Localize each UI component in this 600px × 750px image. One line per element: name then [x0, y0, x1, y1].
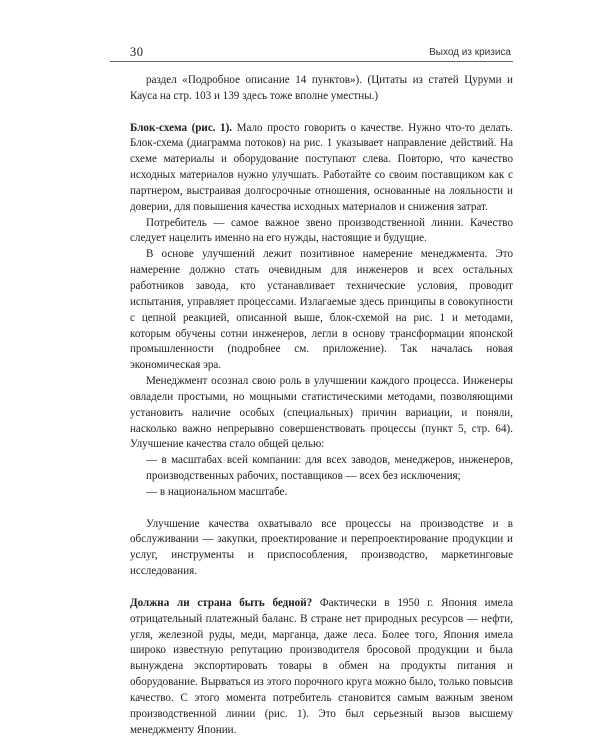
body-text: [130, 73, 513, 738]
list-item-national: — в национальном масштабе.: [146, 485, 288, 498]
header-rule: [110, 61, 513, 62]
page-number: 30: [130, 45, 144, 59]
paragraph-heading-flowchart: Блок-схема (рис. 1).: [130, 121, 233, 134]
paragraph-management-intent: В основе улучшений лежит позитивное намерение менеджмента. Это намерение должно стать очевидным для инженеров и всех остальных работников завода, кто устанавливает технические условия, проводит испытания, управляет процессами. Излагаемые здесь принципы в совокупности с цепной реакцией, описанной выше, блок-схемой на рис. 1 и методами, которым обучены сотни инженеров, легли в основу трансформации японской промышленности (подробнее см. приложение). Так началась новая экономическая эра.: [130, 248, 513, 372]
paragraph-management-role: Менеджмент осознал свою роль в улучшении каждого процесса. Инженеры овладели простыми, но мощными статистическими методами, позволяющими установить наличие особых (специальных) причин вариации, и поняли, насколько важно непрерывно совершенствовать процессы (пункт 5, стр. 64). Улучшение качества стало общей целью:: [130, 375, 513, 451]
paragraph-poor-country-text: Фактически в 1950 г. Япония имела отрицательный платежный баланс. В стране нет природных ресурсов — нефти, угля, железной руды, меди, марганца, даже леса. Более того, Япония имела широко известную репутацию производителя бросовой продукции и была вынуждена экспортировать товары в обмен на продукты питания и оборудование. Вырваться из этого порочного круга можно было, только повысив качество. С этого момента потребитель становится самым важным звеном производственной линии (рис. 1). Это был серьезный вызов высшему менеджменту Японии.: [130, 596, 513, 736]
paragraph-consumer: Потребитель — самое важное звено производственной линии. Качество следует нацелить именно на его нужды, настоящие и будущие.: [130, 216, 513, 245]
paragraph-continuation: раздел «Подробное описание 14 пунктов»). (Цитаты из статей Цуруми и Кауса на стр. 103 и 139 здесь тоже вполне уместны.): [130, 74, 513, 102]
page-header: [110, 44, 513, 64]
list-item-company: — в масштабах всей компании: для всех заводов, менеджеров, инженеров, производственных рабочих, поставщиков — всех без исключения;: [146, 454, 513, 483]
paragraph-quality-scope: Улучшение качества охватывало все процессы на производстве и в обслуживании — закупки, проектирование и перепроектирование продукции и услуг, инструменты и приспособления, производство, маркетинговые исследования.: [130, 517, 513, 578]
paragraph-heading-poor-country: Должна ли страна быть бедной?: [130, 596, 313, 609]
running-title: Выход из кризиса: [429, 47, 511, 58]
paragraph-flowchart: [130, 121, 513, 216]
paragraph-poor-country: [130, 596, 513, 739]
paragraph-flowchart-text: Мало просто говорить о качестве. Нужно что-то делать. Блок-схема (диаграмма потоков) на рис. 1 указывает направление действий. На схеме материалы и оборудование поступают слева. Повторю, что качество исходных материалов нужно улучшать. Работайте со своим поставщиком как с партнером, выстраивая долгосрочные отношения, основанные на лояльности и доверии, для повышения качества исходных материалов и снижения затрат.: [130, 121, 514, 213]
